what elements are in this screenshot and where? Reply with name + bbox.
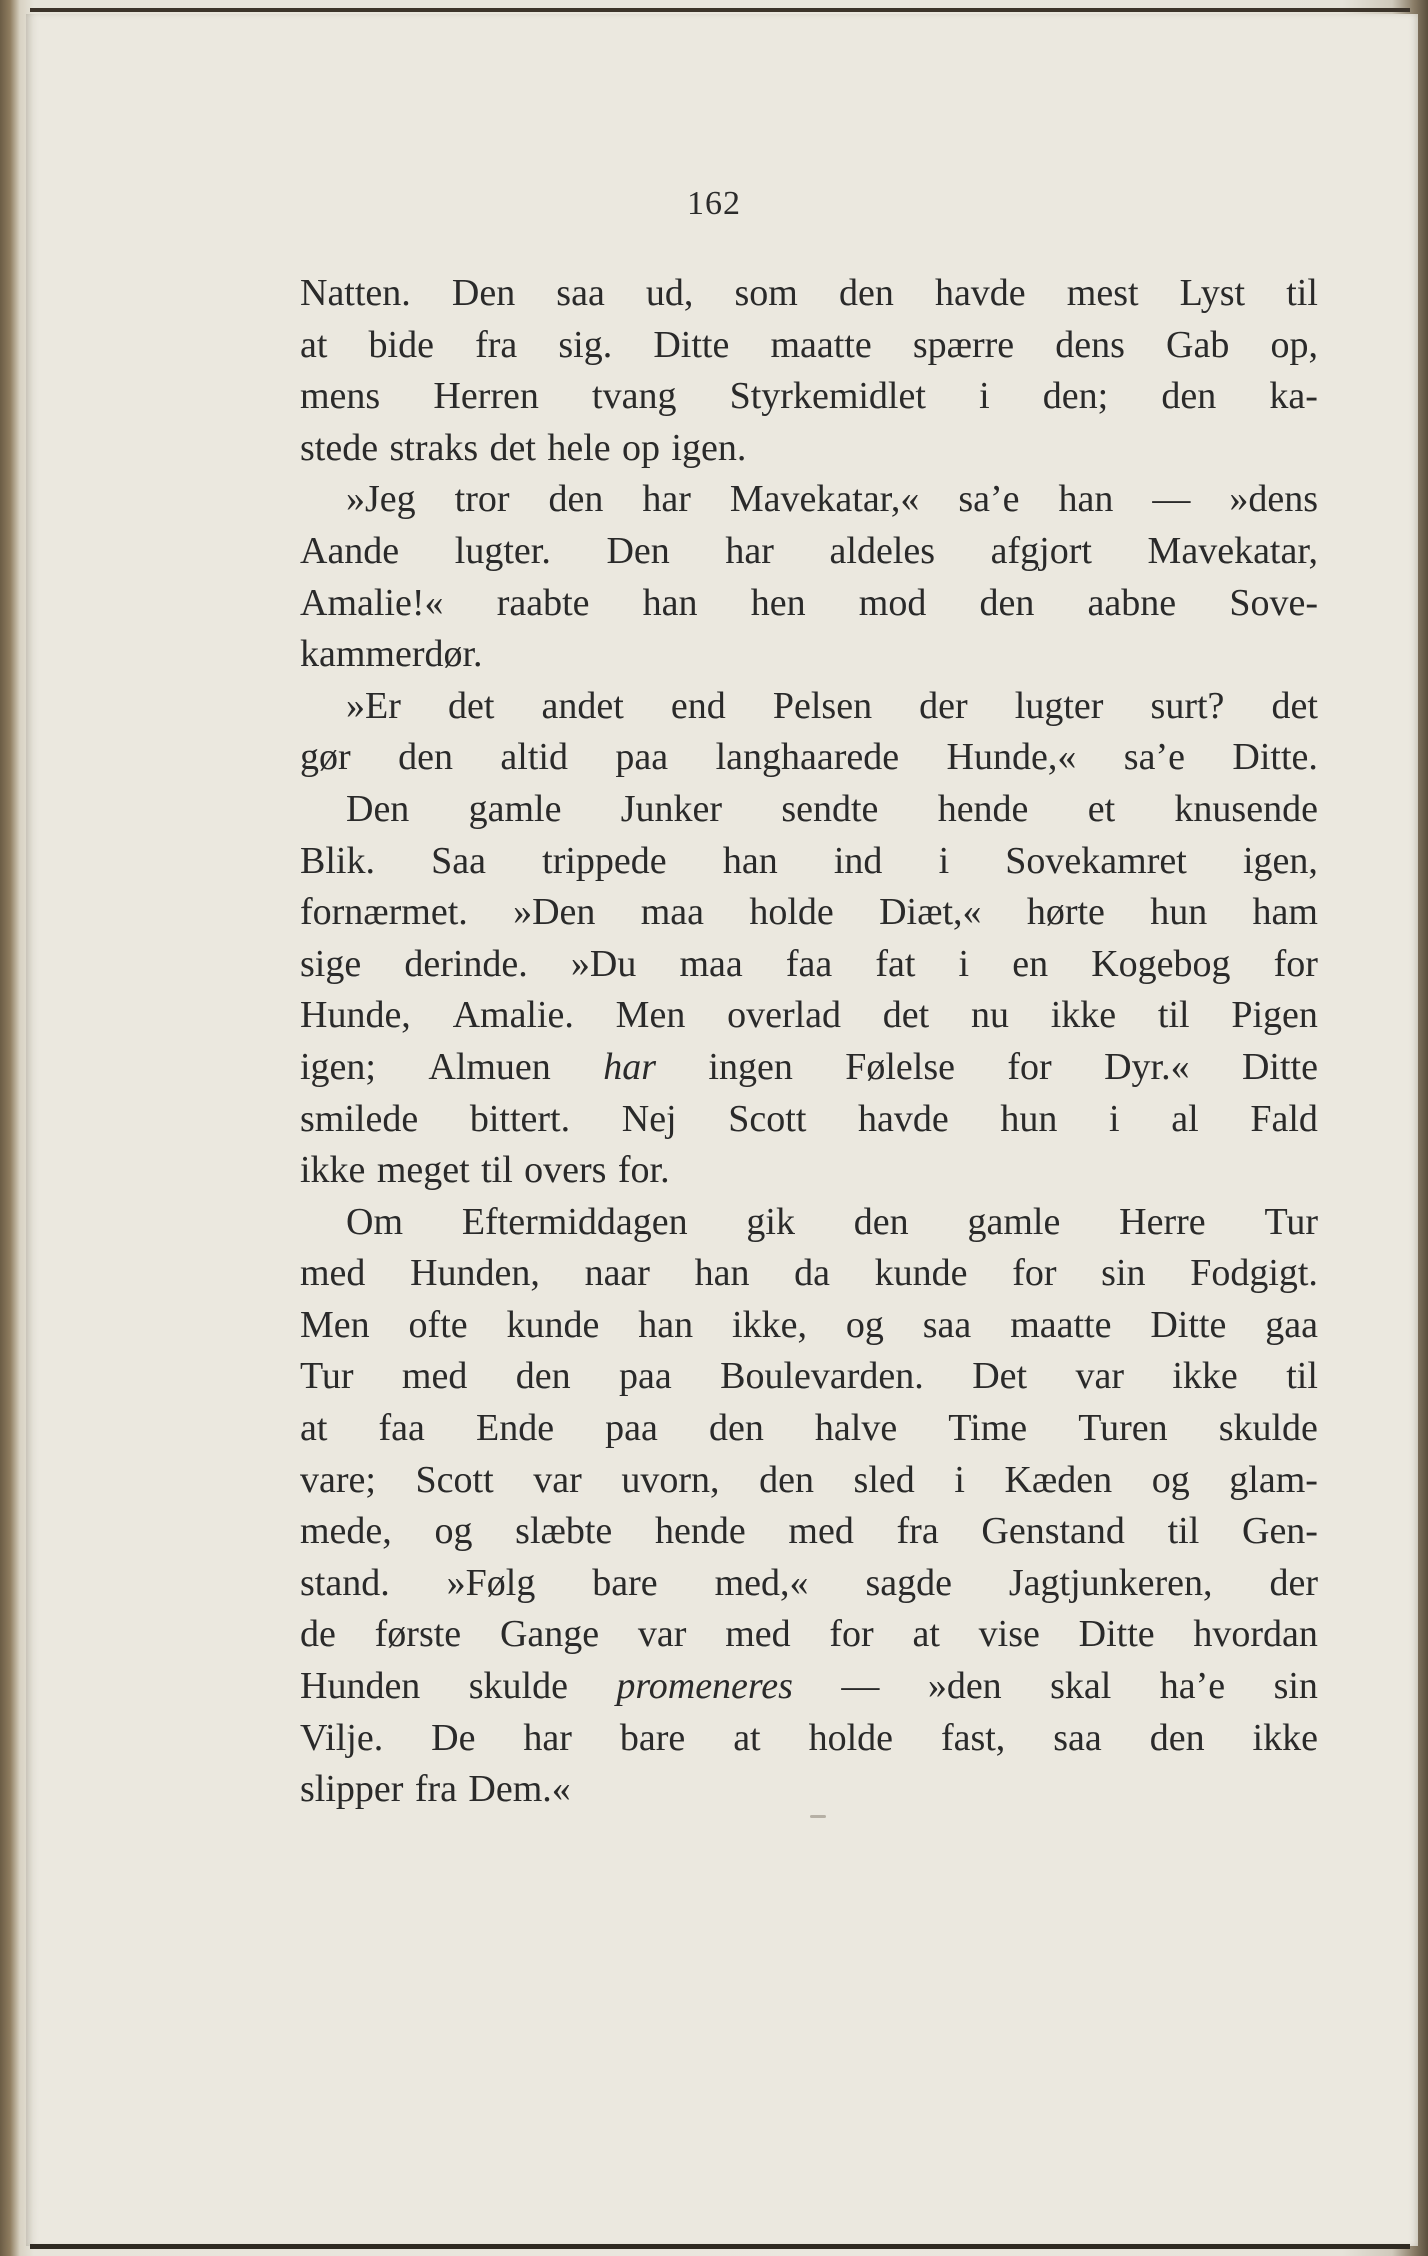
word: Hunden (300, 1665, 421, 1708)
text-line (300, 268, 1318, 320)
word: igen. (671, 426, 747, 469)
word: kammerdør. (300, 633, 483, 676)
word: der (1269, 1561, 1318, 1604)
word: hen (750, 581, 806, 624)
word: den (398, 736, 453, 779)
word: til (1286, 1355, 1318, 1398)
word: stand. (300, 1561, 390, 1604)
word: har (725, 529, 774, 572)
word: vare; (300, 1458, 376, 1501)
word: paa (605, 1407, 658, 1450)
word: fornærmet. (300, 891, 468, 934)
word: surt? (1150, 684, 1225, 727)
word: den (708, 1407, 764, 1450)
word: for (1273, 942, 1318, 985)
word: for. (617, 1149, 670, 1192)
word: Hunde,« (946, 736, 1077, 779)
word: spærre (912, 323, 1015, 366)
word: mest (1066, 272, 1139, 314)
text-line (300, 1145, 1318, 1197)
word: Gab (1166, 323, 1230, 366)
word: hørte (1026, 891, 1105, 934)
word: bide (368, 323, 434, 366)
word: med (401, 1355, 468, 1398)
word: overs (524, 1149, 607, 1192)
text-line (300, 990, 1318, 1042)
word: »Den (513, 891, 596, 934)
word: andet (541, 684, 624, 727)
word: ikke (300, 1149, 366, 1192)
word: Dem.« (468, 1768, 571, 1811)
word: at (733, 1716, 761, 1759)
word: Dyr.« (1104, 1045, 1190, 1088)
text-line (300, 526, 1318, 578)
word: Gen- (1242, 1510, 1318, 1553)
text-line (300, 887, 1318, 939)
word: kunde (874, 1252, 968, 1295)
text-line (300, 681, 1318, 733)
word: smilede (300, 1097, 419, 1140)
word: saa (922, 1303, 972, 1346)
word: maa (640, 891, 705, 934)
word: Ditte (1078, 1613, 1155, 1656)
word: al (1171, 1097, 1199, 1140)
text-line (300, 320, 1318, 372)
word: ikke, (732, 1303, 807, 1346)
top-edge-shadow (30, 8, 1410, 12)
word: meget (376, 1149, 470, 1192)
word: Ditte (1150, 1303, 1227, 1346)
word: Hunden, (410, 1252, 540, 1295)
word: sled (853, 1458, 915, 1501)
text-line (300, 939, 1318, 991)
word: ingen (708, 1045, 793, 1088)
word: holde (749, 891, 834, 934)
word: hvordan (1193, 1613, 1318, 1656)
word: »Du (570, 942, 637, 985)
word: tvang (592, 375, 677, 418)
text-line (300, 1403, 1318, 1455)
word: Blik. (300, 839, 375, 882)
word: Tur (300, 1355, 354, 1398)
word: Om (346, 1200, 403, 1243)
word: Herren (433, 375, 539, 418)
paper-mark (810, 1815, 826, 1818)
word: uvorn, (621, 1458, 720, 1501)
word: »Er (346, 684, 401, 727)
word: sa’e (1123, 736, 1185, 779)
text-line (300, 578, 1318, 630)
word: for (1012, 1252, 1057, 1295)
text-line (300, 1455, 1318, 1507)
word: mens (300, 375, 381, 418)
word: sin (1273, 1665, 1318, 1708)
word: hele (547, 426, 611, 469)
word: i (938, 839, 950, 882)
word: sendte (781, 787, 879, 830)
word: i (979, 375, 990, 418)
word: Pelsen (772, 684, 873, 727)
word: til (481, 1149, 513, 1192)
word: nu (970, 994, 1009, 1037)
word: var (533, 1458, 582, 1501)
word: havde (858, 1097, 949, 1140)
word: fat (875, 942, 916, 985)
word: Hunde, (300, 994, 411, 1037)
word: slipper (300, 1768, 404, 1811)
word: har (523, 1716, 572, 1759)
word: vise (978, 1613, 1040, 1656)
word: naar (584, 1252, 650, 1295)
word: den (838, 272, 894, 314)
word: var (1075, 1355, 1124, 1398)
word: har (603, 1045, 656, 1088)
text-line (300, 474, 1318, 526)
word: Mavekatar, (1147, 529, 1318, 572)
word: første (374, 1613, 462, 1656)
word: gaa (1265, 1303, 1318, 1346)
word: Det (972, 1355, 1028, 1398)
word: til (1286, 272, 1318, 314)
word: den; (1042, 375, 1109, 418)
word: han (722, 839, 778, 882)
word: Pigen (1231, 994, 1318, 1037)
text-line (300, 1764, 1318, 1816)
word: Gange (499, 1613, 600, 1656)
word: aldeles (829, 529, 936, 572)
word: sagde (865, 1561, 952, 1604)
word: Genstand (981, 1510, 1125, 1553)
word: Kæden (1004, 1458, 1113, 1501)
word: fra (896, 1510, 939, 1553)
word: Den (346, 787, 410, 830)
word: har (642, 478, 691, 521)
word: slæbte (515, 1510, 613, 1553)
word: Time (948, 1407, 1028, 1450)
word: kunde (506, 1303, 600, 1346)
word: til (1157, 994, 1190, 1037)
word: straks (389, 426, 479, 469)
word: glam- (1229, 1458, 1318, 1501)
word: han (638, 1303, 694, 1346)
word: mede, (300, 1510, 392, 1553)
word: paa (615, 736, 669, 779)
word: som (734, 272, 798, 314)
word: afgjort (990, 529, 1092, 572)
word: De (431, 1716, 476, 1759)
word: Ditte (653, 323, 730, 366)
word: med (300, 1252, 366, 1295)
word: det (489, 426, 536, 469)
word: Scott (728, 1097, 807, 1140)
word: Aande (300, 529, 400, 572)
word: »dens (1229, 478, 1318, 521)
word: ikke (1050, 994, 1117, 1037)
word: Sovekamret (1005, 839, 1187, 882)
word: sa’e (958, 478, 1020, 521)
word: den (1149, 1716, 1205, 1759)
word: sige (300, 942, 362, 985)
word: Amalie. (452, 994, 574, 1037)
word: derinde. (404, 942, 528, 985)
text-line (300, 371, 1318, 423)
word: trippede (542, 839, 667, 882)
word: den (853, 1200, 909, 1243)
word: Jagtjunkeren, (1008, 1561, 1213, 1604)
word: Scott (415, 1458, 494, 1501)
word: skal (1050, 1665, 1112, 1708)
word: at (300, 1407, 328, 1450)
word: gamle (967, 1200, 1061, 1243)
word: at (300, 323, 328, 366)
word: sig. (558, 323, 613, 366)
word: op, (1270, 323, 1318, 366)
word: lugter. (454, 529, 551, 572)
word: Vilje. (300, 1716, 384, 1759)
word: faa (785, 942, 833, 985)
word: bare (592, 1561, 658, 1604)
word: hende (937, 787, 1029, 830)
word: Diæt,« (879, 891, 982, 934)
word: holde (808, 1716, 893, 1759)
word: det (882, 994, 930, 1037)
word: langhaarede (715, 736, 900, 779)
word: ind (833, 839, 883, 882)
text-line (300, 1094, 1318, 1146)
word: altid (500, 736, 568, 779)
word: — (1152, 478, 1191, 521)
text-line (300, 836, 1318, 888)
word: den (515, 1355, 571, 1398)
text-line (300, 1558, 1318, 1610)
word: Ende (475, 1407, 555, 1450)
word: og (845, 1303, 884, 1346)
word: et (1087, 787, 1116, 830)
word: den (548, 478, 604, 521)
text-line (300, 629, 1318, 681)
word: Tur (1264, 1200, 1318, 1243)
text-line (300, 1248, 1318, 1300)
word: Turen (1078, 1407, 1168, 1450)
word: op (622, 426, 661, 469)
word: ikke (1252, 1716, 1318, 1759)
bottom-edge-shadow (30, 2244, 1410, 2249)
word: saa (556, 272, 605, 314)
body-text (300, 268, 1318, 1816)
word: ha’e (1159, 1665, 1226, 1708)
text-line (300, 732, 1318, 784)
word: stede (300, 426, 379, 469)
word: gør (300, 736, 351, 779)
word: Ditte. (1232, 736, 1318, 779)
word: Herre (1119, 1200, 1206, 1243)
word: Saa (431, 839, 486, 882)
text-line (300, 423, 1318, 475)
word: hun (1000, 1097, 1058, 1140)
word: ofte (408, 1303, 468, 1346)
word: maatte (1010, 1303, 1112, 1346)
word: »Jeg (346, 478, 416, 521)
word: Eftermiddagen (461, 1200, 688, 1243)
word: raabte (496, 581, 590, 624)
word: Lyst (1179, 272, 1246, 314)
word: Styrkemidlet (729, 375, 926, 418)
word: dens (1055, 323, 1125, 366)
word: Ditte (1241, 1045, 1318, 1088)
text-line (300, 784, 1318, 836)
word: Junker (620, 787, 723, 830)
word: igen, (1242, 839, 1318, 882)
word: saa (1053, 1716, 1102, 1759)
text-line (300, 1300, 1318, 1352)
word: Følelse (845, 1045, 955, 1088)
word: de (300, 1613, 336, 1656)
word: mod (858, 581, 927, 624)
word: fast, (940, 1716, 1006, 1759)
word: den (979, 581, 1035, 624)
word: Fodgigt. (1190, 1252, 1318, 1295)
word: for (1007, 1045, 1052, 1088)
word: lugter (1014, 684, 1104, 727)
word: i (958, 942, 970, 985)
word: bare (619, 1716, 686, 1759)
word: Sove- (1229, 581, 1318, 624)
word: Men (300, 1303, 370, 1346)
word: det (447, 684, 495, 727)
word: Men (615, 994, 686, 1037)
word: Fald (1250, 1097, 1318, 1140)
text-line (300, 1609, 1318, 1661)
word: og (434, 1510, 473, 1553)
word: halve (814, 1407, 898, 1450)
word: Kogebog (1091, 942, 1231, 985)
word: »den (927, 1665, 1002, 1708)
word: ikke (1172, 1355, 1238, 1398)
word: var (637, 1613, 687, 1656)
word: med (725, 1613, 791, 1656)
text-line (300, 1042, 1318, 1094)
word: bittert. (469, 1097, 571, 1140)
word: for (829, 1613, 874, 1656)
word: i (1109, 1097, 1120, 1140)
text-line (300, 1506, 1318, 1558)
word: da (794, 1252, 831, 1295)
word: ud, (645, 272, 694, 314)
word: end (670, 684, 726, 727)
word: en (1012, 942, 1049, 985)
word: hende (654, 1510, 746, 1553)
word: til (1167, 1510, 1200, 1553)
word: Natten. (300, 272, 411, 314)
word: Amalie!« (300, 581, 444, 624)
word: gik (746, 1200, 795, 1243)
word: gamle (468, 787, 562, 830)
word: den (759, 1458, 814, 1501)
word: knusende (1174, 787, 1318, 830)
word: igen; (300, 1045, 376, 1088)
word: han (1058, 478, 1114, 521)
word: paa (619, 1355, 672, 1398)
word: skulde (468, 1665, 568, 1708)
word: at (912, 1613, 940, 1656)
word: hun (1150, 891, 1208, 934)
text-line (300, 1713, 1318, 1765)
word: faa (378, 1407, 425, 1450)
word: promeneres (616, 1665, 793, 1708)
word: maatte (770, 323, 872, 366)
text-line (300, 1661, 1318, 1713)
word: med (788, 1510, 854, 1553)
word: tror (454, 478, 510, 521)
word: ka- (1269, 375, 1318, 418)
word: Nej (621, 1097, 677, 1140)
word: det (1271, 684, 1318, 727)
word: Almuen (428, 1045, 551, 1088)
word: ham (1252, 891, 1318, 934)
word: og (1151, 1458, 1190, 1501)
page-number: 162 (687, 185, 741, 222)
word: sin (1101, 1252, 1146, 1295)
word: aabne (1087, 581, 1177, 624)
word: Mavekatar,« (729, 478, 920, 521)
word: Den (451, 272, 516, 314)
word: han (694, 1252, 750, 1295)
word: fra (475, 323, 518, 366)
word: maa (679, 942, 743, 985)
word: »Følg (446, 1561, 536, 1604)
word: han (642, 581, 698, 624)
word: skulde (1218, 1407, 1318, 1450)
word: — (841, 1665, 880, 1708)
text-line (300, 1197, 1318, 1249)
text-line (300, 1351, 1318, 1403)
word: havde (934, 272, 1026, 314)
word: Den (606, 529, 670, 572)
word: den (1161, 375, 1217, 418)
word: der (919, 684, 968, 727)
word: i (954, 1458, 965, 1501)
word: Boulevarden. (720, 1355, 924, 1398)
word: overlad (727, 994, 842, 1037)
word: med,« (714, 1561, 809, 1604)
word: fra (414, 1768, 458, 1811)
